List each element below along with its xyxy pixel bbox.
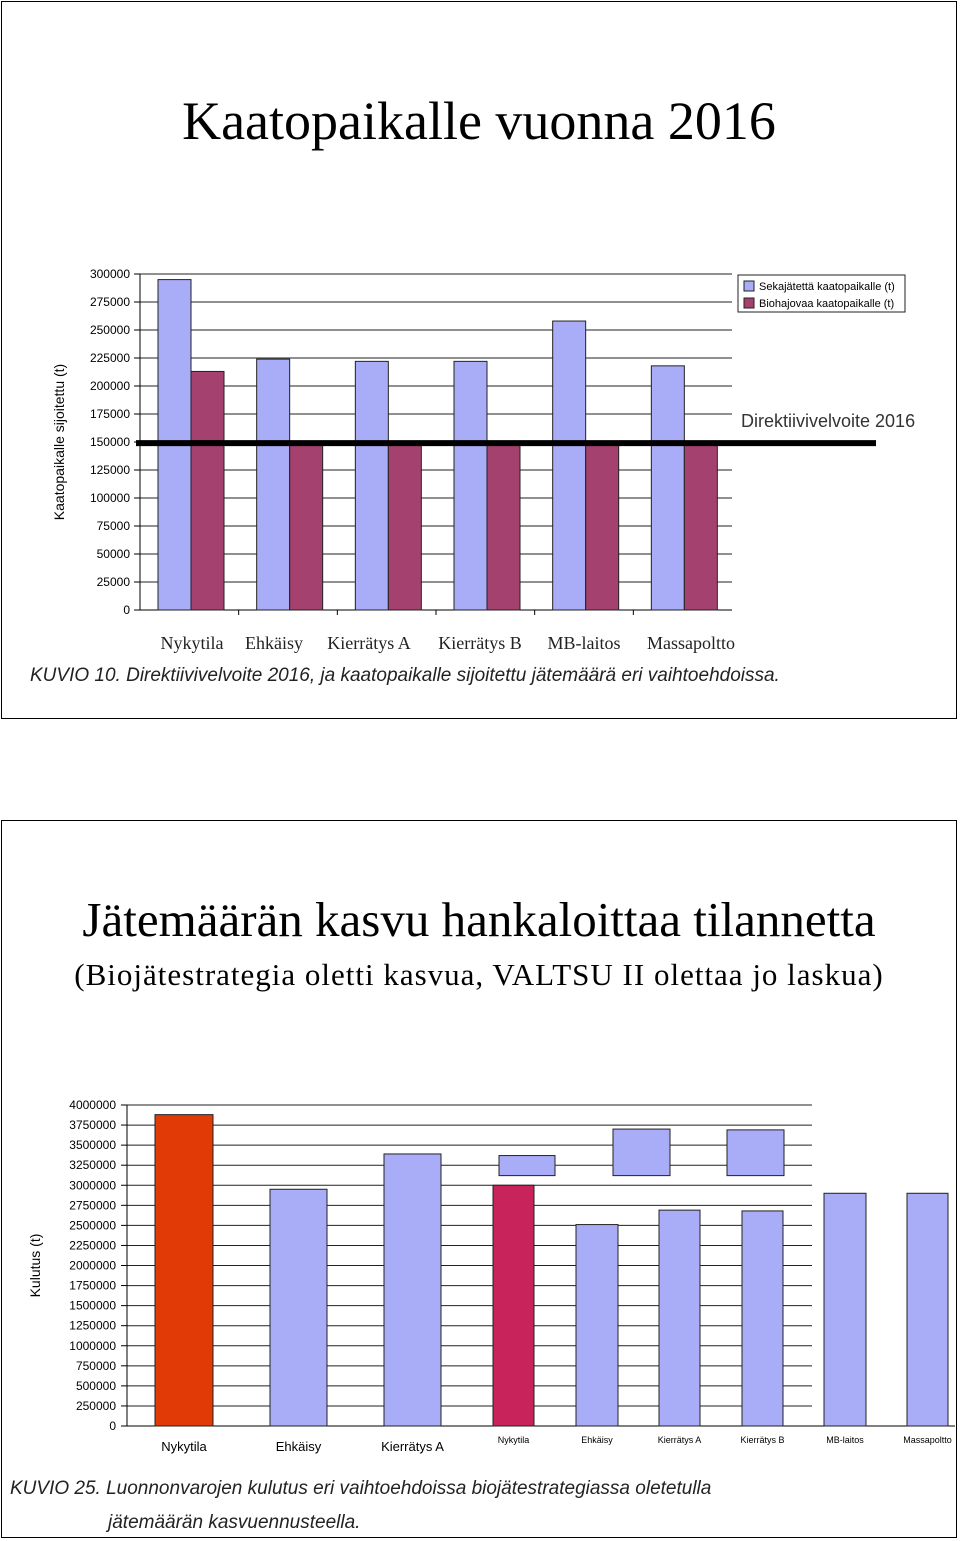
figure-caption: KUVIO 10. Direktiivivelvoite 2016, ja kaatopaikalle sijoitettu jätemäärä eri vaihtoehdoissa. xyxy=(30,665,780,686)
x-category-label: Ehkäisy xyxy=(581,1435,613,1445)
x-category-label: Ehkäisy xyxy=(275,1439,322,1454)
y-tick-label: 3500000 xyxy=(69,1138,116,1153)
y-tick-label: 3000000 xyxy=(69,1178,116,1193)
y-tick-label: 1500000 xyxy=(69,1298,116,1313)
bar xyxy=(355,361,388,610)
y-tick-label: 250000 xyxy=(75,1398,116,1413)
y-tick-label: 0 xyxy=(109,1419,116,1433)
slide-waste-growth xyxy=(1,820,957,1538)
y-tick-label: 275000 xyxy=(89,295,130,309)
y-tick-label: 175000 xyxy=(89,407,130,421)
slide-title: Kaatopaikalle vuonna 2016 xyxy=(182,91,776,151)
floating-bar xyxy=(499,1156,555,1176)
y-tick-label: 2500000 xyxy=(69,1218,116,1233)
x-category-label: MB-laitos xyxy=(826,1435,864,1445)
bar xyxy=(684,444,717,610)
bar xyxy=(454,361,487,610)
x-category-label: Nykytila xyxy=(497,1435,530,1445)
y-tick-label: 0 xyxy=(123,603,130,617)
slide-subtitle: (Biojätestrategia oletti kasvua, VALTSU II olettaa jo laskua) xyxy=(74,957,884,992)
x-category-label: Ehkäisy xyxy=(245,633,303,653)
y-tick-label: 1000000 xyxy=(69,1338,116,1353)
x-category-label: Kierrätys A xyxy=(657,1435,702,1445)
y-tick-label: 125000 xyxy=(89,463,130,477)
bar xyxy=(257,359,290,610)
legend-label: Biohajovaa kaatopaikalle (t) xyxy=(759,298,895,310)
bar xyxy=(270,1189,327,1426)
slide-landfill-2016 xyxy=(1,1,957,719)
y-tick-label: 25000 xyxy=(96,575,130,589)
y-tick-label: 500000 xyxy=(75,1378,116,1393)
bar xyxy=(907,1193,948,1426)
figure-caption-line-1: KUVIO 25. Luonnonvarojen kulutus eri vaihtoehdoissa biojätestrategiassa oletetulla xyxy=(10,1478,712,1499)
floating-bar xyxy=(727,1130,784,1176)
legend-swatch xyxy=(744,281,754,291)
y-tick-label: 2750000 xyxy=(69,1198,116,1213)
x-category-label: Nykytila xyxy=(161,1439,207,1454)
bar xyxy=(553,321,586,610)
y-tick-label: 300000 xyxy=(89,267,130,281)
figure-caption-line-2: jätemäärän kasvuennusteella. xyxy=(108,1512,361,1533)
x-category-label: Nykytila xyxy=(160,633,224,653)
y-tick-label: 2000000 xyxy=(69,1258,116,1273)
y-tick-label: 200000 xyxy=(89,379,130,393)
y-tick-label: 1750000 xyxy=(69,1278,116,1293)
slide-title: Jätemäärän kasvu hankaloittaa tilannetta xyxy=(82,892,876,947)
y-axis-title: Kulutus (t) xyxy=(27,1233,43,1298)
bar xyxy=(191,371,224,610)
x-category-label: MB-laitos xyxy=(547,633,621,653)
x-category-label: Kierrätys A xyxy=(327,633,411,653)
target-line-label: Direktiivivelvoite 2016 xyxy=(741,411,916,431)
bar xyxy=(824,1193,866,1426)
bar xyxy=(576,1225,618,1426)
y-tick-label: 75000 xyxy=(96,519,130,533)
floating-bar xyxy=(613,1129,670,1176)
bar xyxy=(487,444,520,610)
x-category-label: Kierrätys B xyxy=(740,1435,785,1445)
bar xyxy=(388,444,421,610)
x-category-label: Massapoltto xyxy=(647,633,735,653)
bar xyxy=(659,1210,700,1426)
y-tick-label: 4000000 xyxy=(69,1098,116,1112)
x-category-label: Kierrätys B xyxy=(438,633,522,653)
y-tick-label: 1250000 xyxy=(69,1318,116,1333)
y-tick-label: 3250000 xyxy=(69,1158,116,1173)
bar xyxy=(493,1185,534,1426)
bar xyxy=(155,1115,213,1426)
y-tick-label: 750000 xyxy=(75,1358,116,1373)
y-tick-label: 150000 xyxy=(89,435,130,449)
y-tick-label: 225000 xyxy=(89,351,130,365)
bar xyxy=(742,1211,783,1426)
y-tick-label: 250000 xyxy=(89,323,130,337)
y-tick-label: 100000 xyxy=(89,491,130,505)
bar xyxy=(384,1154,441,1426)
y-axis-title: Kaatopaikalle sijoitettu (t) xyxy=(51,363,67,521)
legend-label: Sekajätettä kaatopaikalle (t) xyxy=(759,281,895,293)
y-tick-label: 2250000 xyxy=(69,1238,116,1253)
landfill-bar-chart xyxy=(2,2,958,720)
consumption-bar-chart xyxy=(2,821,958,1539)
bar xyxy=(586,444,619,610)
bar xyxy=(290,444,323,610)
legend-swatch xyxy=(744,298,754,308)
x-category-label: Kierrätys A xyxy=(381,1439,444,1454)
y-tick-label: 3750000 xyxy=(69,1118,116,1133)
y-tick-label: 50000 xyxy=(96,547,130,561)
bar xyxy=(651,366,684,610)
x-category-label: Massapoltto xyxy=(903,1435,952,1445)
